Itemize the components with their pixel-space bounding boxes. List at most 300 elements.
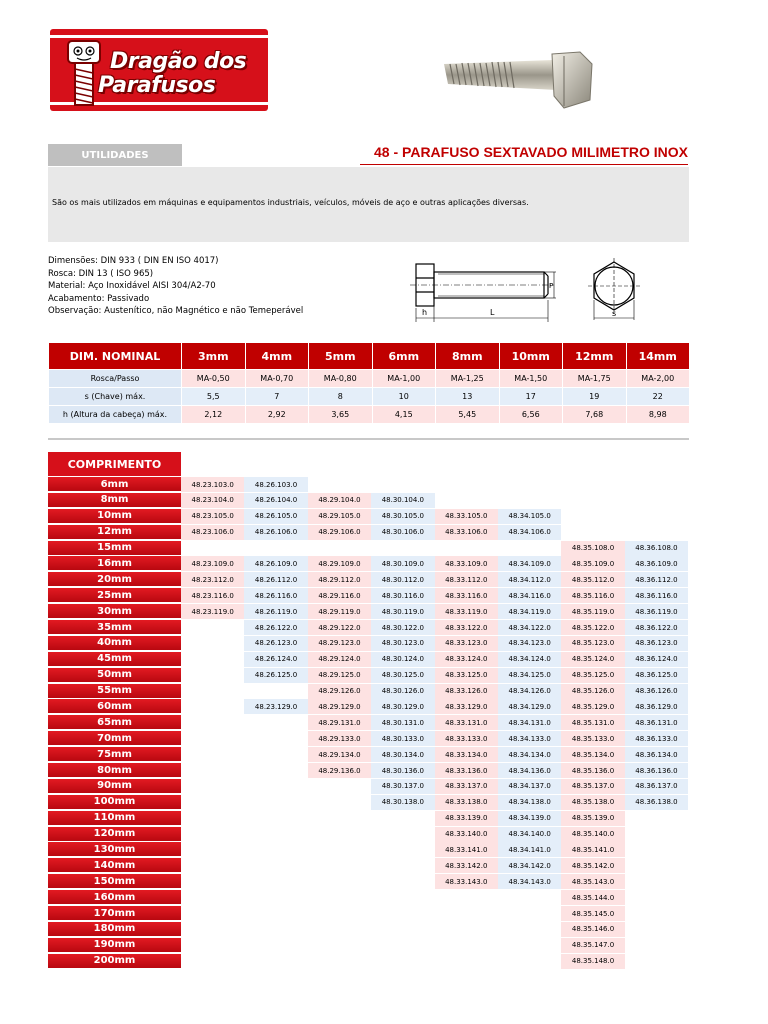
product-code-cell: 48.36.109.0 (625, 556, 688, 571)
table-row (48, 811, 688, 827)
table-row (48, 747, 688, 763)
table-row (48, 493, 688, 509)
product-code-cell (244, 858, 307, 873)
product-code-cell: 48.23.106.0 (181, 525, 244, 540)
length-label: 110mm (48, 811, 181, 826)
cell: MA-0,50 (182, 370, 246, 388)
product-code-cell: 48.33.129.0 (435, 699, 498, 714)
product-code-cell: 48.23.103.0 (181, 477, 244, 492)
product-code-cell: 48.35.142.0 (561, 858, 624, 873)
hex-bolt-product-image (440, 50, 598, 110)
product-code-cell (181, 858, 244, 873)
product-code-cell (625, 827, 688, 842)
product-code-cell (435, 477, 498, 492)
table-row (48, 541, 688, 557)
length-label: 10mm (48, 509, 181, 524)
length-label: 200mm (48, 954, 181, 969)
product-code-cell: 48.29.125.0 (308, 668, 371, 683)
product-code-cell: 48.33.125.0 (435, 668, 498, 683)
cell: 5,45 (436, 406, 500, 424)
length-label: 50mm (48, 668, 181, 683)
table-row (48, 874, 688, 890)
product-code-cell (561, 493, 624, 508)
product-code-cell: 48.26.112.0 (244, 572, 307, 587)
product-code-cell: 48.35.126.0 (561, 684, 624, 699)
cell: 19 (563, 388, 627, 406)
product-code-cell: 48.29.116.0 (308, 588, 371, 603)
product-code-cell (435, 890, 498, 905)
product-code-cell: 48.35.145.0 (561, 906, 624, 921)
product-code-cell: 48.35.116.0 (561, 588, 624, 603)
title-underline (360, 164, 688, 165)
product-code-cell: 48.23.105.0 (181, 509, 244, 524)
cell: MA-0,70 (245, 370, 309, 388)
product-code-cell: 48.29.131.0 (308, 715, 371, 730)
product-code-cell: 48.33.140.0 (435, 827, 498, 842)
product-code-cell: 48.30.137.0 (371, 779, 434, 794)
product-code-cell: 48.34.137.0 (498, 779, 561, 794)
product-code-cell (181, 827, 244, 842)
product-code-cell: 48.35.143.0 (561, 874, 624, 889)
product-code-cell (181, 652, 244, 667)
table-row (48, 954, 688, 970)
product-code-cell: 48.35.139.0 (561, 811, 624, 826)
product-code-cell: 48.33.124.0 (435, 652, 498, 667)
product-code-cell (308, 938, 371, 953)
product-code-cell: 48.33.112.0 (435, 572, 498, 587)
product-code-cell: 48.34.125.0 (498, 668, 561, 683)
product-code-cell: 48.33.116.0 (435, 588, 498, 603)
product-code-cell: 48.29.109.0 (308, 556, 371, 571)
nominal-dimensions-table (48, 342, 690, 424)
table-row (48, 525, 688, 541)
product-code-cell: 48.23.104.0 (181, 493, 244, 508)
product-code-cell (181, 906, 244, 921)
cell: 10 (372, 388, 436, 406)
length-label: 12mm (48, 525, 181, 540)
product-code-cell: 48.29.129.0 (308, 699, 371, 714)
product-code-cell (625, 938, 688, 953)
product-code-cell (308, 858, 371, 873)
product-code-cell: 48.26.123.0 (244, 636, 307, 651)
product-code-cell (181, 811, 244, 826)
product-code-cell: 48.33.122.0 (435, 620, 498, 635)
product-code-cell (561, 509, 624, 524)
product-code-cell: 48.35.146.0 (561, 922, 624, 937)
product-code-cell: 48.34.133.0 (498, 731, 561, 746)
product-code-cell (181, 922, 244, 937)
product-code-cell: 48.30.134.0 (371, 747, 434, 762)
product-code-cell (561, 477, 624, 492)
product-code-cell: 48.30.138.0 (371, 795, 434, 810)
brand-name-line1: Dragão dos (110, 49, 247, 74)
product-code-cell: 48.30.116.0 (371, 588, 434, 603)
product-code-cell (181, 636, 244, 651)
product-code-cell (308, 477, 371, 492)
product-code-cell (625, 922, 688, 937)
cell: 2,12 (182, 406, 246, 424)
product-code-cell (625, 954, 688, 969)
cell: MA-1,00 (372, 370, 436, 388)
cell: 5,5 (182, 388, 246, 406)
product-code-cell (244, 779, 307, 794)
length-label: 170mm (48, 906, 181, 921)
product-code-cell: 48.36.137.0 (625, 779, 688, 794)
product-code-cell (498, 493, 561, 508)
product-code-cell (371, 477, 434, 492)
product-code-cell: 48.23.119.0 (181, 604, 244, 619)
product-code-cell (435, 906, 498, 921)
cell: MA-0,80 (309, 370, 373, 388)
product-code-cell: 48.36.112.0 (625, 572, 688, 587)
product-code-cell: 48.36.134.0 (625, 747, 688, 762)
product-code-cell (181, 954, 244, 969)
product-code-cell: 48.33.141.0 (435, 842, 498, 857)
length-label: 190mm (48, 938, 181, 953)
label-L: L (490, 308, 495, 317)
product-code-cell: 48.35.136.0 (561, 763, 624, 778)
product-code-cell: 48.34.140.0 (498, 827, 561, 842)
product-code-cell: 48.35.133.0 (561, 731, 624, 746)
product-code-cell: 48.35.140.0 (561, 827, 624, 842)
product-code-cell: 48.35.108.0 (561, 541, 624, 556)
size-header: 3mm (182, 343, 246, 370)
table-row (48, 922, 688, 938)
product-code-cell (308, 906, 371, 921)
table-row (48, 668, 688, 684)
product-code-cell (371, 811, 434, 826)
product-code-cell: 48.34.134.0 (498, 747, 561, 762)
length-label: 45mm (48, 652, 181, 667)
product-code-cell: 48.29.112.0 (308, 572, 371, 587)
table-row (48, 699, 688, 715)
product-code-cell: 48.34.138.0 (498, 795, 561, 810)
specs-list (48, 255, 303, 318)
product-code-cell: 48.33.105.0 (435, 509, 498, 524)
product-code-cell: 48.30.104.0 (371, 493, 434, 508)
product-code-cell: 48.26.124.0 (244, 652, 307, 667)
product-code-cell: 48.23.116.0 (181, 588, 244, 603)
brand-logo (50, 29, 268, 111)
product-code-cell (498, 477, 561, 492)
product-code-cell (181, 747, 244, 762)
product-code-cell (498, 541, 561, 556)
product-code-cell (308, 541, 371, 556)
product-code-cell (244, 715, 307, 730)
section-tab-utilidades[interactable]: UTILIDADES (48, 144, 182, 166)
product-code-cell (244, 763, 307, 778)
cell: 17 (499, 388, 563, 406)
spec-finish: Acabamento: Passivado (48, 293, 150, 304)
product-code-cell: 48.35.137.0 (561, 779, 624, 794)
product-code-cell (498, 922, 561, 937)
cell: 6,56 (499, 406, 563, 424)
product-code-cell: 48.30.129.0 (371, 699, 434, 714)
length-code-grid (48, 477, 688, 970)
row-label-head-height: h (Altura da cabeça) máx. (49, 406, 182, 424)
product-code-cell: 48.36.124.0 (625, 652, 688, 667)
cell: MA-1,50 (499, 370, 563, 388)
product-code-cell: 48.29.134.0 (308, 747, 371, 762)
product-code-cell (308, 811, 371, 826)
product-code-cell (308, 890, 371, 905)
product-code-cell: 48.36.129.0 (625, 699, 688, 714)
product-code-cell: 48.33.126.0 (435, 684, 498, 699)
product-code-cell: 48.30.123.0 (371, 636, 434, 651)
product-code-cell (181, 874, 244, 889)
product-code-cell: 48.33.143.0 (435, 874, 498, 889)
product-code-cell (244, 827, 307, 842)
product-code-cell (561, 525, 624, 540)
table-row (48, 684, 688, 700)
product-code-cell: 48.30.105.0 (371, 509, 434, 524)
product-code-cell: 48.30.124.0 (371, 652, 434, 667)
length-label: 16mm (48, 556, 181, 571)
product-code-cell: 48.30.126.0 (371, 684, 434, 699)
spec-dimensions: Dimensões: DIN 933 ( DIN EN ISO 4017) (48, 256, 219, 266)
product-code-cell: 48.35.122.0 (561, 620, 624, 635)
size-header: 8mm (436, 343, 500, 370)
product-code-cell (625, 906, 688, 921)
length-label: 130mm (48, 842, 181, 857)
product-code-cell (625, 493, 688, 508)
product-code-cell: 48.29.104.0 (308, 493, 371, 508)
product-code-cell: 48.26.103.0 (244, 477, 307, 492)
bolt-side-diagram (408, 258, 556, 328)
product-code-cell (435, 493, 498, 508)
table-row (48, 795, 688, 811)
product-code-cell: 48.26.125.0 (244, 668, 307, 683)
cell: 22 (626, 388, 690, 406)
product-code-cell (371, 890, 434, 905)
product-code-cell: 48.35.144.0 (561, 890, 624, 905)
product-code-cell: 48.29.136.0 (308, 763, 371, 778)
product-code-cell: 48.26.106.0 (244, 525, 307, 540)
label-P: P (549, 282, 554, 290)
cell: 13 (436, 388, 500, 406)
product-code-cell: 48.33.106.0 (435, 525, 498, 540)
size-header: 14mm (626, 343, 690, 370)
table-row (48, 715, 688, 731)
table-row (48, 763, 688, 779)
table-row (49, 406, 690, 424)
product-code-cell: 48.26.109.0 (244, 556, 307, 571)
product-code-cell (625, 858, 688, 873)
product-code-cell: 48.30.106.0 (371, 525, 434, 540)
product-code-cell (181, 763, 244, 778)
product-code-cell: 48.26.104.0 (244, 493, 307, 508)
cell: MA-1,25 (436, 370, 500, 388)
length-label: 100mm (48, 795, 181, 810)
product-code-cell (181, 779, 244, 794)
product-code-cell (308, 827, 371, 842)
length-label: 140mm (48, 858, 181, 873)
product-code-cell (308, 874, 371, 889)
length-label: 75mm (48, 747, 181, 762)
product-code-cell: 48.34.142.0 (498, 858, 561, 873)
product-code-cell (181, 541, 244, 556)
table-row (48, 588, 688, 604)
product-code-cell: 48.35.123.0 (561, 636, 624, 651)
product-code-cell (371, 906, 434, 921)
table-row (48, 779, 688, 795)
product-code-cell: 48.33.137.0 (435, 779, 498, 794)
product-code-cell: 48.29.124.0 (308, 652, 371, 667)
length-header: COMPRIMENTO (48, 452, 181, 476)
table-row (48, 572, 688, 588)
size-header: 10mm (499, 343, 563, 370)
product-code-cell: 48.34.109.0 (498, 556, 561, 571)
product-code-cell: 48.33.142.0 (435, 858, 498, 873)
length-label: 80mm (48, 763, 181, 778)
product-code-cell (371, 954, 434, 969)
product-code-cell: 48.33.134.0 (435, 747, 498, 762)
product-code-cell: 48.29.119.0 (308, 604, 371, 619)
length-label: 30mm (48, 604, 181, 619)
product-code-cell: 48.26.116.0 (244, 588, 307, 603)
length-label: 180mm (48, 922, 181, 937)
product-code-cell: 48.36.131.0 (625, 715, 688, 730)
product-code-cell: 48.36.119.0 (625, 604, 688, 619)
product-code-cell (371, 827, 434, 842)
product-code-cell: 48.33.109.0 (435, 556, 498, 571)
product-code-cell: 48.29.126.0 (308, 684, 371, 699)
product-code-cell: 48.36.125.0 (625, 668, 688, 683)
product-code-cell: 48.35.141.0 (561, 842, 624, 857)
product-code-cell: 48.36.126.0 (625, 684, 688, 699)
spec-observation: Observação: Austenítico, não Magnético e não Temeperável (48, 306, 304, 316)
product-code-cell: 48.35.131.0 (561, 715, 624, 730)
product-code-cell (625, 842, 688, 857)
product-code-cell: 48.34.124.0 (498, 652, 561, 667)
product-code-cell: 48.30.122.0 (371, 620, 434, 635)
table-row (48, 842, 688, 858)
product-code-cell: 48.35.119.0 (561, 604, 624, 619)
row-label-wrench: s (Chave) máx. (49, 388, 182, 406)
spec-material: Material: Aço Inoxidável AISI 304/A2-70 (48, 281, 216, 291)
length-label: 120mm (48, 827, 181, 842)
product-code-cell: 48.36.133.0 (625, 731, 688, 746)
table-row (48, 604, 688, 620)
product-code-cell: 48.23.109.0 (181, 556, 244, 571)
length-label: 35mm (48, 620, 181, 635)
product-code-cell: 48.35.138.0 (561, 795, 624, 810)
product-code-cell (625, 509, 688, 524)
product-code-cell (625, 477, 688, 492)
product-code-cell (244, 684, 307, 699)
product-code-cell (308, 795, 371, 810)
product-code-cell (371, 938, 434, 953)
product-code-cell: 48.29.133.0 (308, 731, 371, 746)
product-code-cell (181, 795, 244, 810)
product-code-cell: 48.29.122.0 (308, 620, 371, 635)
product-code-cell (244, 906, 307, 921)
product-code-cell: 48.23.112.0 (181, 572, 244, 587)
product-code-cell: 48.36.123.0 (625, 636, 688, 651)
bolt-mascot-icon (66, 37, 102, 107)
product-code-cell (435, 541, 498, 556)
length-label: 20mm (48, 572, 181, 587)
product-code-cell: 48.29.105.0 (308, 509, 371, 524)
row-label-thread: Rosca/Passo (49, 370, 182, 388)
product-code-cell (244, 938, 307, 953)
length-label: 55mm (48, 684, 181, 699)
product-code-cell (244, 811, 307, 826)
description-text: São os mais utilizados em máquinas e equipamentos industriais, veículos, móveis de aço e outras aplicações diversas. (52, 198, 529, 207)
size-header: 5mm (309, 343, 373, 370)
product-code-cell: 48.36.138.0 (625, 795, 688, 810)
product-code-cell: 48.34.123.0 (498, 636, 561, 651)
cell: 8 (309, 388, 373, 406)
product-code-cell (181, 890, 244, 905)
product-code-cell (498, 906, 561, 921)
product-code-cell (625, 874, 688, 889)
length-label: 60mm (48, 699, 181, 714)
product-code-cell (371, 541, 434, 556)
product-code-cell: 48.35.148.0 (561, 954, 624, 969)
cell: 7,68 (563, 406, 627, 424)
product-code-cell: 48.33.136.0 (435, 763, 498, 778)
product-code-cell: 48.35.112.0 (561, 572, 624, 587)
product-code-cell (435, 954, 498, 969)
table-row (48, 652, 688, 668)
product-code-cell: 48.30.119.0 (371, 604, 434, 619)
product-code-cell (308, 842, 371, 857)
cell: 2,92 (245, 406, 309, 424)
product-code-cell (435, 938, 498, 953)
table-row (48, 620, 688, 636)
product-code-cell: 48.35.134.0 (561, 747, 624, 762)
product-code-cell (625, 525, 688, 540)
product-code-cell: 48.34.106.0 (498, 525, 561, 540)
product-code-cell: 48.33.133.0 (435, 731, 498, 746)
product-code-cell (244, 795, 307, 810)
size-header: 4mm (245, 343, 309, 370)
table-row (48, 938, 688, 954)
product-code-cell (498, 938, 561, 953)
product-code-cell: 48.30.136.0 (371, 763, 434, 778)
product-code-cell (498, 890, 561, 905)
product-code-cell (244, 954, 307, 969)
length-label: 150mm (48, 874, 181, 889)
product-code-cell: 48.35.147.0 (561, 938, 624, 953)
product-code-cell: 48.33.138.0 (435, 795, 498, 810)
table-row (49, 370, 690, 388)
product-code-cell: 48.34.122.0 (498, 620, 561, 635)
product-code-cell (625, 811, 688, 826)
product-code-cell: 48.35.125.0 (561, 668, 624, 683)
product-code-cell (181, 668, 244, 683)
product-code-cell: 48.33.123.0 (435, 636, 498, 651)
product-code-cell: 48.34.116.0 (498, 588, 561, 603)
product-code-cell (181, 731, 244, 746)
spec-thread: Rosca: DIN 13 ( ISO 965) (48, 268, 154, 279)
product-code-cell: 48.26.122.0 (244, 620, 307, 635)
product-code-cell (625, 890, 688, 905)
bolt-head-diagram (584, 258, 644, 324)
table-row (48, 509, 688, 525)
product-code-cell: 48.29.123.0 (308, 636, 371, 651)
product-code-cell: 48.34.119.0 (498, 604, 561, 619)
size-header: 6mm (372, 343, 436, 370)
cell: MA-2,00 (626, 370, 690, 388)
product-code-cell: 48.34.112.0 (498, 572, 561, 587)
product-code-cell (308, 922, 371, 937)
product-code-cell: 48.30.131.0 (371, 715, 434, 730)
product-code-cell: 48.35.124.0 (561, 652, 624, 667)
product-code-cell (308, 954, 371, 969)
product-code-cell (435, 922, 498, 937)
